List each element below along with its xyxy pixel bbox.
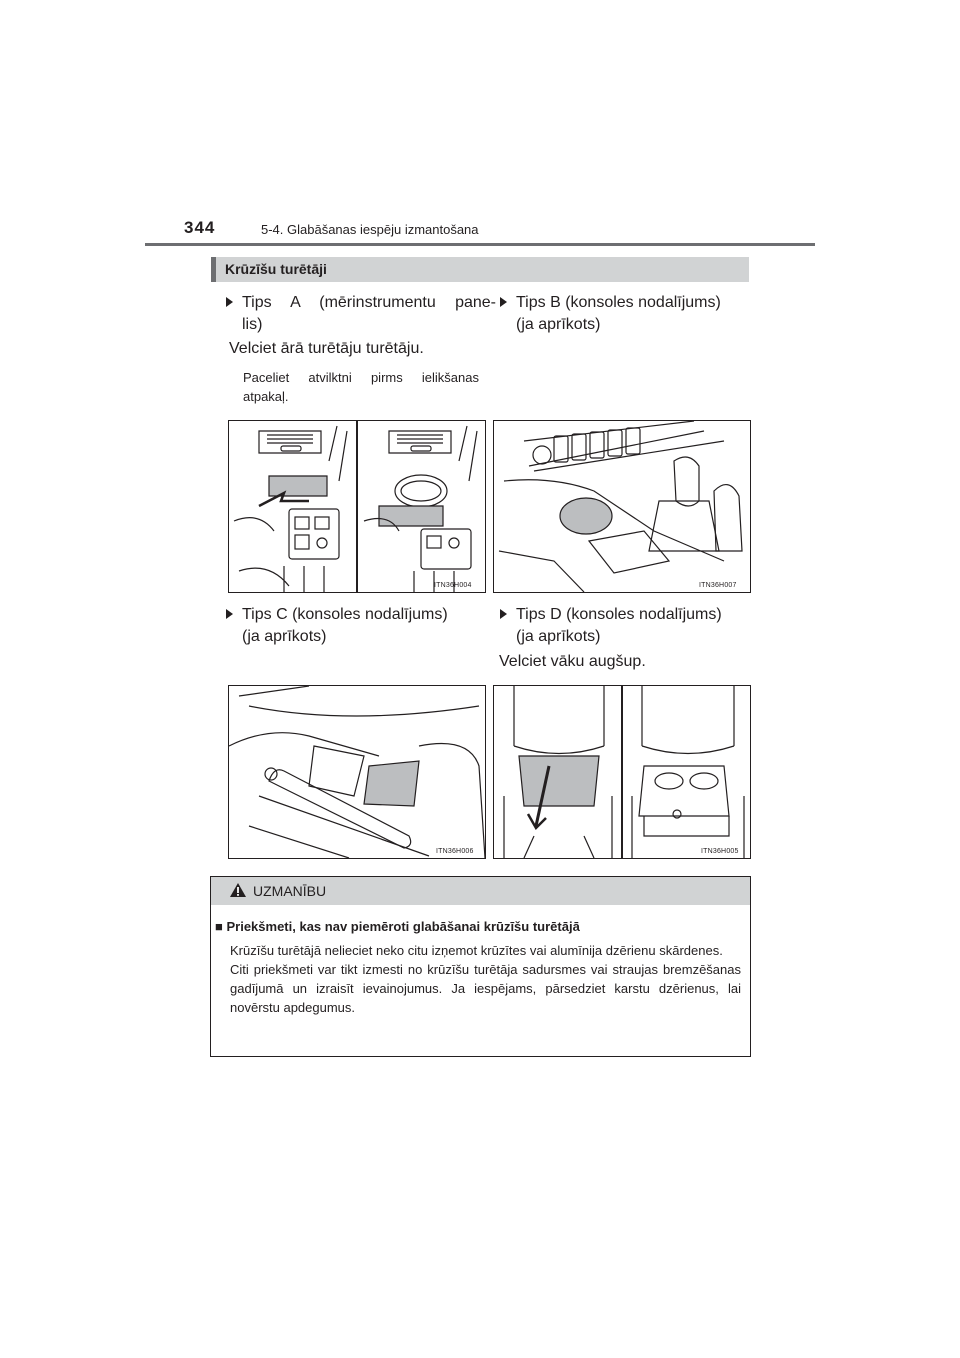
item-title-cont: (ja aprīkots) — [242, 628, 327, 645]
figure-type-c — [228, 685, 486, 859]
item-type-a — [226, 292, 496, 342]
warning-body — [230, 941, 741, 1017]
figure-code: ITN36H005 — [701, 848, 739, 855]
item-title: Tips B (konsoles nodalījums) — [516, 294, 721, 311]
item-title-cont: (ja aprīkots) — [516, 316, 601, 333]
square-bullet-icon: ■ — [215, 919, 223, 934]
subsection-bar — [211, 257, 749, 282]
section-title: 5-4. Glabāšanas iespēju izmantošana — [261, 222, 479, 237]
item-title: Tips C (konsoles nodalījums) — [242, 606, 448, 623]
figure-code: ITN36H004 — [434, 582, 472, 589]
warning-paragraph: Krūzīšu turētājā nelieciet neko citu izņemot krūzītes vai alumīnija dzērienu skārdenes. — [230, 943, 723, 958]
warning-paragraph: Citi priekšmeti var tikt izmesti no krūzīšu turētāja sadursmes vai straujas bremzēšanas gadījumā un izraisīt ievainojumus. Ja iespējams, pārsedziet karstu dzērienus, lai novērstu apdegumus. — [230, 962, 741, 1015]
triangle-bullet-icon — [226, 609, 233, 619]
figure-type-b — [493, 420, 751, 593]
warning-subtitle-row — [215, 919, 580, 934]
figure-type-d — [493, 685, 751, 859]
item-a-note-cont: atpakaļ. — [243, 389, 289, 404]
subsection-title: Krūzīšu turētāji — [225, 261, 327, 277]
figure-code: ITN36H007 — [699, 582, 737, 589]
page-number: 344 — [184, 218, 216, 237]
warning-header — [211, 877, 750, 905]
header-rule — [145, 243, 815, 246]
item-a-note: Paceliet atvilktni pirms ielikšanas — [243, 370, 479, 385]
warning-box — [210, 876, 751, 1057]
item-d-instruction: Velciet vāku augšup. — [499, 653, 646, 670]
figure-type-a — [228, 420, 486, 593]
triangle-bullet-icon — [500, 297, 507, 307]
warning-subtitle: Priekšmeti, kas nav piemēroti glabāšanai krūzīšu turētājā — [226, 919, 580, 934]
item-title-cont: lis) — [242, 316, 263, 333]
warning-title: UZMANĪBU — [253, 883, 327, 899]
item-type-c — [226, 604, 486, 654]
item-type-b — [500, 292, 750, 342]
triangle-bullet-icon — [226, 297, 233, 307]
item-a-instruction: Velciet ārā turētāju turētāju. — [229, 340, 424, 357]
item-title: Tips A (mērinstrumentu pane- — [242, 294, 496, 311]
item-type-d — [500, 604, 750, 654]
warning-triangle-icon — [229, 882, 247, 898]
figure-code: ITN36H006 — [436, 848, 474, 855]
item-title-cont: (ja aprīkots) — [516, 628, 601, 645]
item-title: Tips D (konsoles nodalījums) — [516, 606, 722, 623]
triangle-bullet-icon — [500, 609, 507, 619]
